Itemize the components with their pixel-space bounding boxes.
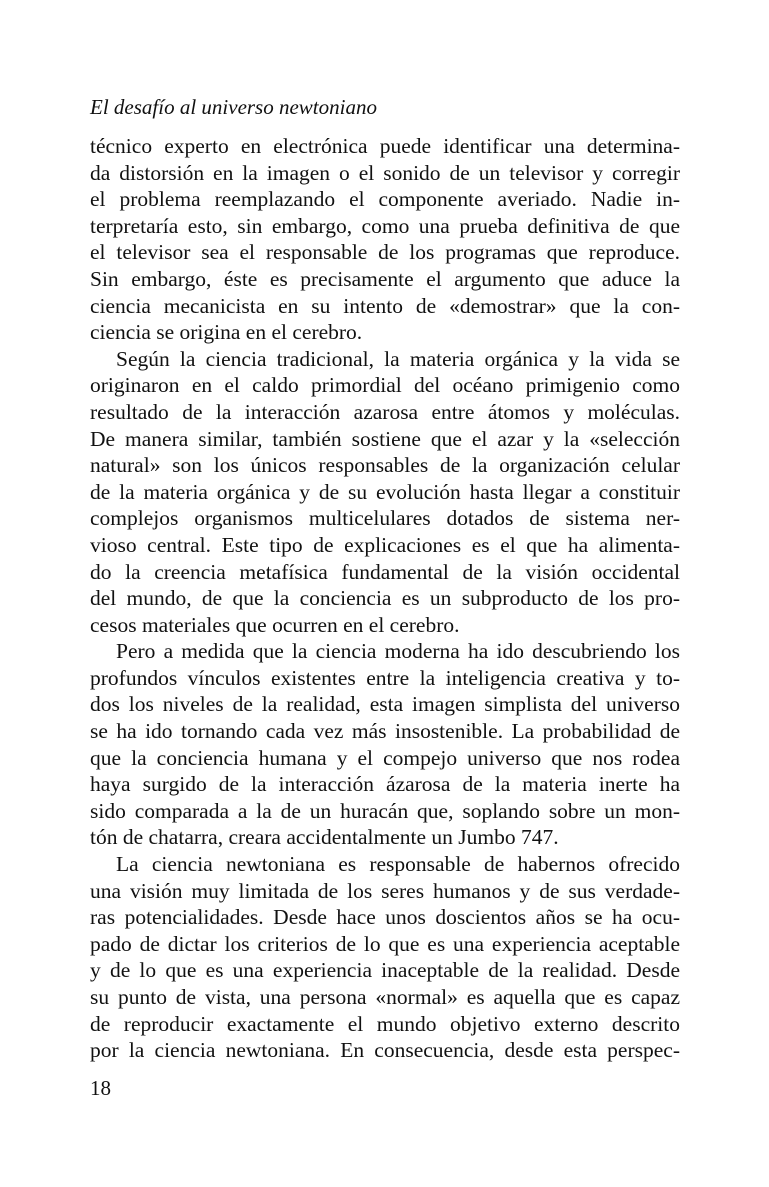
text-line: vioso central. Este tipo de explicaciones es el que ha alimenta- bbox=[90, 532, 680, 557]
text-line: se ha ido tornando cada vez más insostenible. La probabilidad de bbox=[90, 719, 680, 744]
text-line: de la materia orgánica y de su evolución hasta llegar a constituir bbox=[90, 479, 680, 504]
text-line: ciencia mecanicista en su intento de «demostrar» que la con- bbox=[90, 293, 680, 318]
text-line: Sin embargo, éste es precisamente el argumento que aduce la bbox=[90, 266, 680, 291]
text-line: dos los niveles de la realidad, esta imagen simplista del universo bbox=[90, 692, 680, 717]
paragraph bbox=[90, 851, 680, 1064]
page-number: 18 bbox=[90, 1076, 111, 1100]
text-line: ras potencialidades. Desde hace unos doscientos años se ha ocu- bbox=[90, 905, 680, 930]
text-line: natural» son los únicos responsables de la organización celular bbox=[90, 453, 680, 478]
text-line: ciencia se origina en el cerebro. bbox=[90, 320, 363, 345]
text-line: originaron en el caldo primordial del océano primigenio como bbox=[90, 373, 680, 398]
text-line: que la conciencia humana y el compejo universo que nos rodea bbox=[90, 745, 680, 770]
paragraph bbox=[90, 346, 680, 639]
text-line: Según la ciencia tradicional, la materia orgánica y la vida se bbox=[116, 346, 680, 371]
text-line: do la creencia metafísica fundamental de la visión occidental bbox=[90, 559, 680, 584]
text-line: Pero a medida que la ciencia moderna ha ido descubriendo los bbox=[116, 639, 680, 664]
text-line: el problema reemplazando el componente averiado. Nadie in- bbox=[90, 187, 680, 212]
text-line: resultado de la interacción azarosa entre átomos y moléculas. bbox=[90, 399, 680, 424]
text-line: por la ciencia newtoniana. En consecuencia, desde esta perspec- bbox=[90, 1038, 680, 1063]
text-line: da distorsión en la imagen o el sonido de un televisor y corregir bbox=[90, 160, 680, 185]
text-line: haya surgido de la interacción ázarosa de la materia inerte ha bbox=[90, 772, 680, 797]
text-line: su punto de vista, una persona «normal» es aquella que es capaz bbox=[90, 985, 680, 1009]
text-line: La ciencia newtoniana es responsable de habernos ofrecido bbox=[116, 852, 680, 877]
text-line: pado de dictar los criterios de lo que es una experiencia aceptable bbox=[90, 931, 680, 956]
body-text bbox=[90, 133, 680, 1064]
text-line: cesos materiales que ocurren en el cerebro. bbox=[90, 612, 460, 637]
text-line: De manera similar, también sostiene que el azar y la «selección bbox=[90, 426, 680, 451]
paragraph bbox=[90, 133, 680, 346]
paragraph bbox=[90, 638, 680, 851]
text-line: terpretaría esto, sin embargo, como una prueba definitiva de que bbox=[90, 213, 680, 238]
text-line: el televisor sea el responsable de los programas que reproduce. bbox=[90, 240, 680, 265]
text-line: sido comparada a la de un huracán que, soplando sobre un mon- bbox=[90, 798, 680, 823]
text-line: una visión muy limitada de los seres humanos y de sus verdade- bbox=[90, 878, 680, 903]
text-line: y de lo que es una experiencia inaceptable de la realidad. Desde bbox=[90, 958, 680, 983]
text-line: de reproducir exactamente el mundo objetivo externo descrito bbox=[90, 1011, 680, 1036]
text-line: profundos vínculos existentes entre la inteligencia creativa y to- bbox=[90, 665, 680, 690]
running-head: El desafío al universo newtoniano bbox=[90, 95, 377, 119]
text-line: del mundo, de que la conciencia es un subproducto de los pro- bbox=[90, 586, 680, 611]
text-line: complejos organismos multicelulares dotados de sistema ner- bbox=[90, 506, 680, 531]
text-line: técnico experto en electrónica puede identificar una determina- bbox=[90, 134, 680, 158]
text-line: tón de chatarra, creara accidentalmente un Jumbo 747. bbox=[90, 825, 559, 850]
